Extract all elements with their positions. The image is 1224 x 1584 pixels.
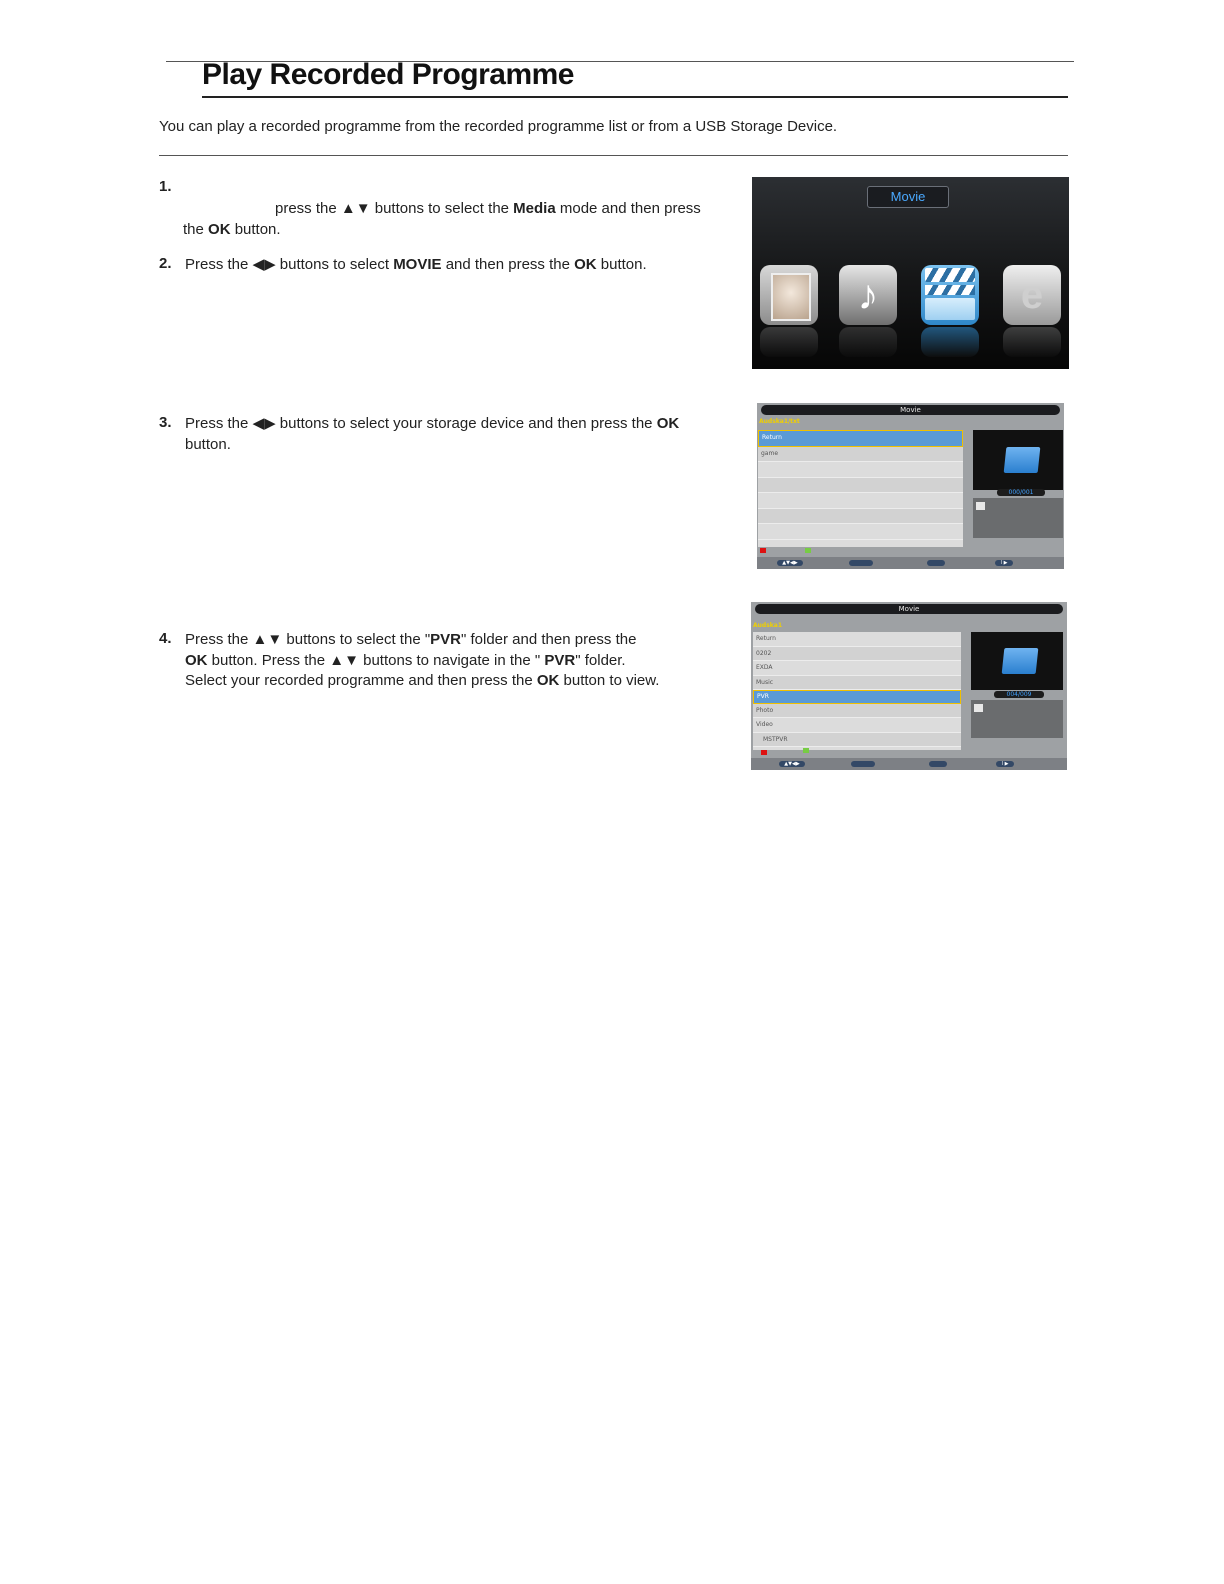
file-row[interactable]: EXDA	[753, 661, 961, 676]
section-rule	[159, 155, 1068, 156]
step-4-line-1: Press the ▲▼ buttons to select the "PVR" folder and then press the	[185, 631, 637, 648]
red-key-icon	[761, 750, 767, 755]
folder-icon	[1002, 648, 1039, 674]
step-1-number: 1.	[159, 178, 172, 195]
step-4-line-2: OK button. Press the ▲▼ buttons to navigate in the " PVR" folder.	[185, 652, 626, 669]
green-key-icon	[803, 748, 809, 753]
footer-pill	[851, 761, 875, 767]
green-key-icon	[805, 548, 811, 553]
step-3-line-2: button.	[185, 436, 231, 453]
left-right-arrows-icon: ◀▶	[252, 256, 276, 273]
step-1-line-2: the OK button.	[183, 221, 281, 238]
intro-text: You can play a recorded programme from the recorded programme list or from a USB Storage Device.	[159, 118, 838, 135]
footer-pill	[849, 560, 873, 566]
file-row[interactable]: MSTPVR	[753, 733, 961, 748]
file-list	[758, 430, 963, 547]
up-down-arrows-icon: ▲▼	[252, 631, 283, 648]
browser-footer	[757, 557, 1064, 569]
step-2-line-1: Press the ◀▶ buttons to select MOVIE and then press the OK button.	[185, 256, 647, 273]
step-4-line-3: Select your recorded programme and then press the OK button to view.	[185, 672, 660, 689]
pvr-browser-screenshot	[751, 602, 1067, 770]
page-hint: I ▶	[996, 761, 1014, 767]
file-row[interactable]: Return	[753, 632, 961, 647]
nav-hint: ▲▼◀▶	[779, 761, 805, 767]
photo-icon	[760, 265, 818, 325]
info-pane	[971, 700, 1063, 738]
file-row[interactable]: game	[758, 447, 963, 463]
file-row	[758, 524, 963, 540]
file-info-icon	[976, 502, 985, 510]
storage-browser-screenshot	[757, 403, 1064, 569]
item-counter: 004/009	[994, 691, 1044, 698]
page-hint: I ▶	[995, 560, 1013, 566]
file-list	[753, 632, 961, 750]
step-4-number: 4.	[159, 630, 172, 647]
movie-reflection	[921, 327, 979, 357]
media-menu-screenshot	[752, 177, 1069, 369]
file-row	[758, 509, 963, 525]
step-3-number: 3.	[159, 414, 172, 431]
music-reflection	[839, 327, 897, 357]
title-underline	[202, 96, 1068, 98]
ebook-reflection	[1003, 327, 1061, 357]
up-down-arrows-icon: ▲▼	[340, 200, 371, 217]
music-note-icon: ♪	[839, 265, 897, 325]
file-row	[758, 493, 963, 509]
file-row[interactable]: Return	[758, 430, 963, 447]
movie-mode-label: Movie	[867, 186, 949, 208]
file-info-icon	[974, 704, 983, 712]
footer-pill	[929, 761, 947, 767]
info-pane	[973, 498, 1063, 538]
browser-footer	[751, 758, 1067, 770]
step-1-line-1: press the ▲▼ buttons to select the Media mode and then press	[275, 200, 701, 217]
up-down-arrows-icon: ▲▼	[329, 652, 359, 669]
file-row[interactable]: Photo	[753, 704, 961, 719]
file-row	[758, 462, 963, 478]
page-title: Play Recorded Programme	[202, 58, 574, 91]
file-row	[758, 478, 963, 494]
step-2-number: 2.	[159, 255, 172, 272]
browser-title-bar: Movie	[761, 405, 1060, 415]
ebook-icon: e	[1003, 265, 1061, 325]
browser-title-bar: Movie	[755, 604, 1063, 614]
file-row[interactable]: 0202	[753, 647, 961, 662]
preview-pane	[973, 430, 1063, 490]
browser-path: Audska1/txt	[759, 418, 800, 425]
file-row-pvr[interactable]: PVR	[753, 690, 961, 704]
left-right-arrows-icon: ◀▶	[252, 415, 276, 432]
photo-reflection	[760, 327, 818, 357]
preview-pane	[971, 632, 1063, 690]
item-counter: 000/001	[997, 489, 1045, 496]
movie-clapper-icon	[921, 265, 979, 325]
file-row[interactable]: Video	[753, 718, 961, 733]
footer-pill	[927, 560, 945, 566]
browser-path: Audska1	[753, 622, 782, 629]
folder-icon	[1004, 447, 1041, 473]
red-key-icon	[760, 548, 766, 553]
step-3-line-1: Press the ◀▶ buttons to select your storage device and then press the OK	[185, 415, 680, 432]
file-row[interactable]: Music	[753, 676, 961, 691]
nav-hint: ▲▼◀▶	[777, 560, 803, 566]
